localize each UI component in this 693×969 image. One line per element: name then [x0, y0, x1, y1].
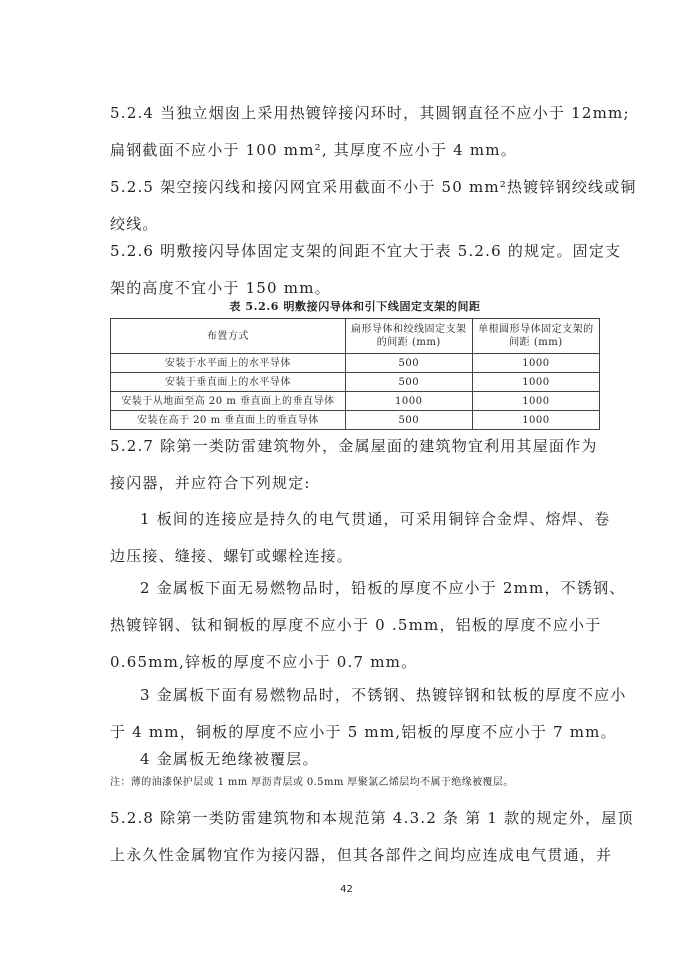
table-cell: 500	[345, 373, 472, 392]
clause-5-2-5: 5.2.5 架空接闪线和接闪网宜采用截面不小于 50 mm²热镀锌钢绞线或铜 绞线。	[110, 178, 637, 233]
table-cell: 1000	[472, 411, 599, 430]
clause-5-2-7-item-4: 4 金属板无绝缘被覆层。	[140, 750, 319, 768]
table-cell: 安装在高于 20 m 垂直面上的垂直导体	[111, 411, 346, 430]
clause-5-2-7-item-1: 1 板间的连接应是持久的电气贯通，可采用铜锌合金焊、熔焊、卷 边压接、缝接、螺钉或螺栓连接。	[110, 510, 611, 565]
table-row	[111, 354, 600, 373]
table-cell: 安装于从地面至高 20 m 垂直面上的垂直导体	[111, 392, 346, 411]
clause-5-2-6: 5.2.6 明敷接闪导体固定支架的间距不宜大于表 5.2.6 的规定。固定支 架的高度不宜小于 150 mm。	[110, 242, 622, 297]
table-note: 注：薄的油漆保护层或 1 mm 厚沥青层或 0.5mm 厚聚氯乙烯层均不属于绝缘被覆层。	[110, 777, 514, 788]
table-cell: 1000	[472, 354, 599, 373]
header-flat-conductor: 扁形导体和绞线固定支架的间距 (mm)	[345, 319, 472, 354]
header-round-conductor: 单根圆形导体固定支架的间距 (mm)	[472, 319, 599, 354]
table-header-row	[111, 319, 600, 354]
table-cell: 安装于垂直面上的水平导体	[111, 373, 346, 392]
table-cell: 1000	[472, 392, 599, 411]
page-number: 42	[340, 884, 353, 895]
table-cell: 500	[345, 411, 472, 430]
clause-5-2-7-item-2: 2 金属板下面无易燃物品时，铅板的厚度不应小于 2mm，不锈钢、 热镀锌钢、钛和铜板的厚度不应小于 0 .5mm，铝板的厚度不应小于 0.65mm,锌板的厚度不应小于 0.7 mm。	[110, 579, 626, 671]
table-cell: 500	[345, 354, 472, 373]
table-row	[111, 373, 600, 392]
clause-5-2-7-item-3: 3 金属板下面有易燃物品时，不锈钢、热镀锌钢和钛板的厚度不应小 于 4 mm，铜板的厚度不应小于 5 mm,铝板的厚度不应小于 7 mm。	[110, 686, 627, 741]
clause-5-2-8: 5.2.8 除第一类防雷建筑物和本规范第 4.3.2 条 第 1 款的规定外，屋顶 上永久性金属物宜作为接闪器，但其各部件之间均应连成电气贯通，并	[110, 809, 634, 864]
clause-5-2-7: 5.2.7 除第一类防雷建筑物外，金属屋面的建筑物宜利用其屋面作为 接闪器，并应符合下列规定:	[110, 437, 598, 492]
table-row	[111, 392, 600, 411]
table-cell: 安装于水平面上的水平导体	[111, 354, 346, 373]
table-cell: 1000	[472, 373, 599, 392]
table-caption: 表 5.2.6 明敷接闪导体和引下线固定支架的间距	[229, 300, 481, 313]
table-row	[111, 411, 600, 430]
table-cell: 1000	[345, 392, 472, 411]
clause-5-2-4: 5.2.4 当独立烟囱上采用热镀锌接闪环时，其圆钢直径不应小于 12mm; 扁钢截面不应小于 100 mm², 其厚度不应小于 4 mm。	[110, 104, 630, 159]
support-spacing-table	[110, 318, 600, 430]
header-arrangement: 布置方式	[111, 319, 346, 354]
